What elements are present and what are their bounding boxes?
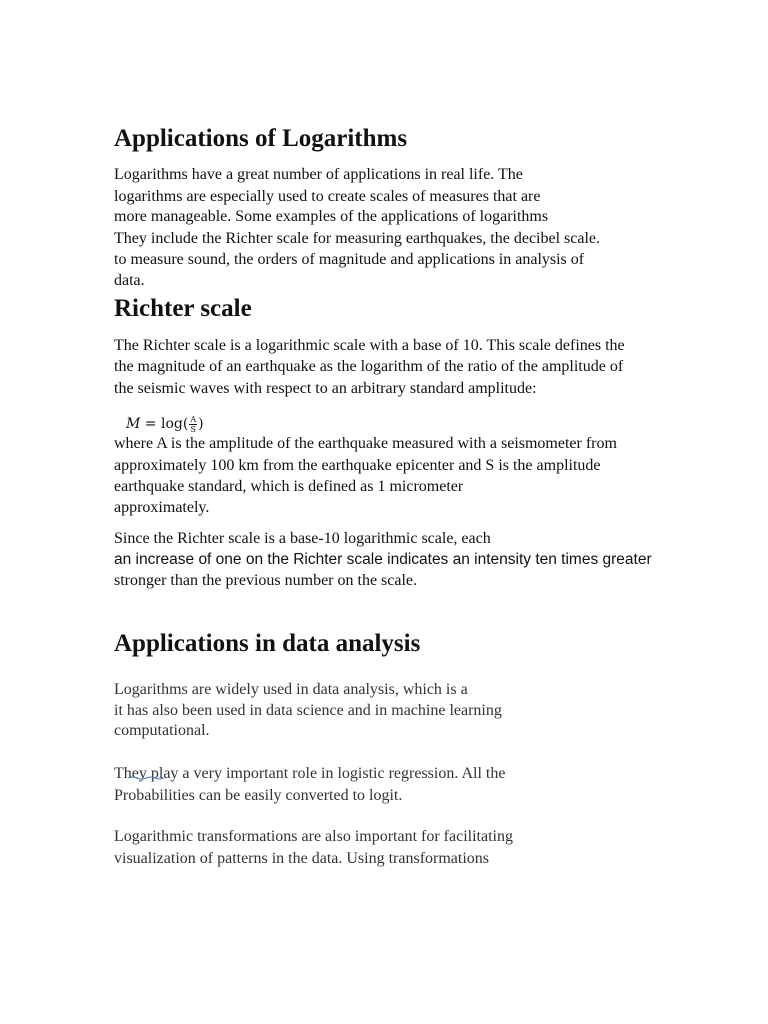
paragraph-line: an increase of one on the Richter scale indicates an intensity ten times greater [114,551,652,568]
formula-lhs: M [126,416,141,432]
formula-numerator: A [190,414,197,424]
paragraph-line: computational. [114,722,210,739]
spellcheck-underline [128,776,164,780]
heading-applications-of-logarithms: Applications of Logarithms [114,125,408,152]
paragraph-line: Probabilities can be easily converted to logit. [114,787,403,804]
paragraph-line: it has also been used in data science and in machine learning [114,702,502,719]
paragraph-line: The Richter scale is a logarithmic scale with a base of 10. This scale defines the [114,337,625,354]
paragraph-line: where A is the amplitude of the earthquake measured with a seismometer from [114,435,617,452]
paragraph-line: Since the Richter scale is a base-10 logarithmic scale, each [114,530,491,547]
paragraph-line: visualization of patterns in the data. Using transformations [114,850,490,867]
formula-fraction [189,415,197,434]
formula-close: ) [198,416,204,432]
formula-log: = log( [140,416,189,432]
formula-denominator: S [190,424,196,434]
paragraph-line: approximately. [114,499,210,516]
heading-applications-in-data-analysis: Applications in data analysis [114,630,421,657]
paragraph-line: earthquake standard, which is defined as 1 micrometer [114,478,464,495]
paragraph-line: more manageable. Some examples of the applications of logarithms [114,208,549,225]
paragraph-line: to measure sound, the orders of magnitude and applications in analysis of [114,251,585,268]
paragraph-line: They include the Richter scale for measuring earthquakes, the decibel scale. [114,230,601,247]
paragraph-line: stronger than the previous number on the scale. [114,572,418,589]
paragraph-line: Logarithms are widely used in data analysis, which is a [114,681,468,698]
paragraph-line: the seismic waves with respect to an arbitrary standard amplitude: [114,380,537,397]
paragraph-line: They play a very important role in logistic regression. All the [114,765,506,782]
paragraph-line: Logarithmic transformations are also important for facilitating [114,828,513,845]
paragraph-line: data. [114,272,145,289]
paragraph-line: Logarithms have a great number of applications in real life. The [114,166,523,183]
paragraph-line: logarithms are especially used to create scales of measures that are [114,188,541,205]
heading-richter-scale: Richter scale [114,295,252,322]
paragraph-line: the magnitude of an earthquake as the logarithm of the ratio of the amplitude of [114,358,624,375]
paragraph-line: approximately 100 km from the earthquake epicenter and S is the amplitude [114,457,601,474]
